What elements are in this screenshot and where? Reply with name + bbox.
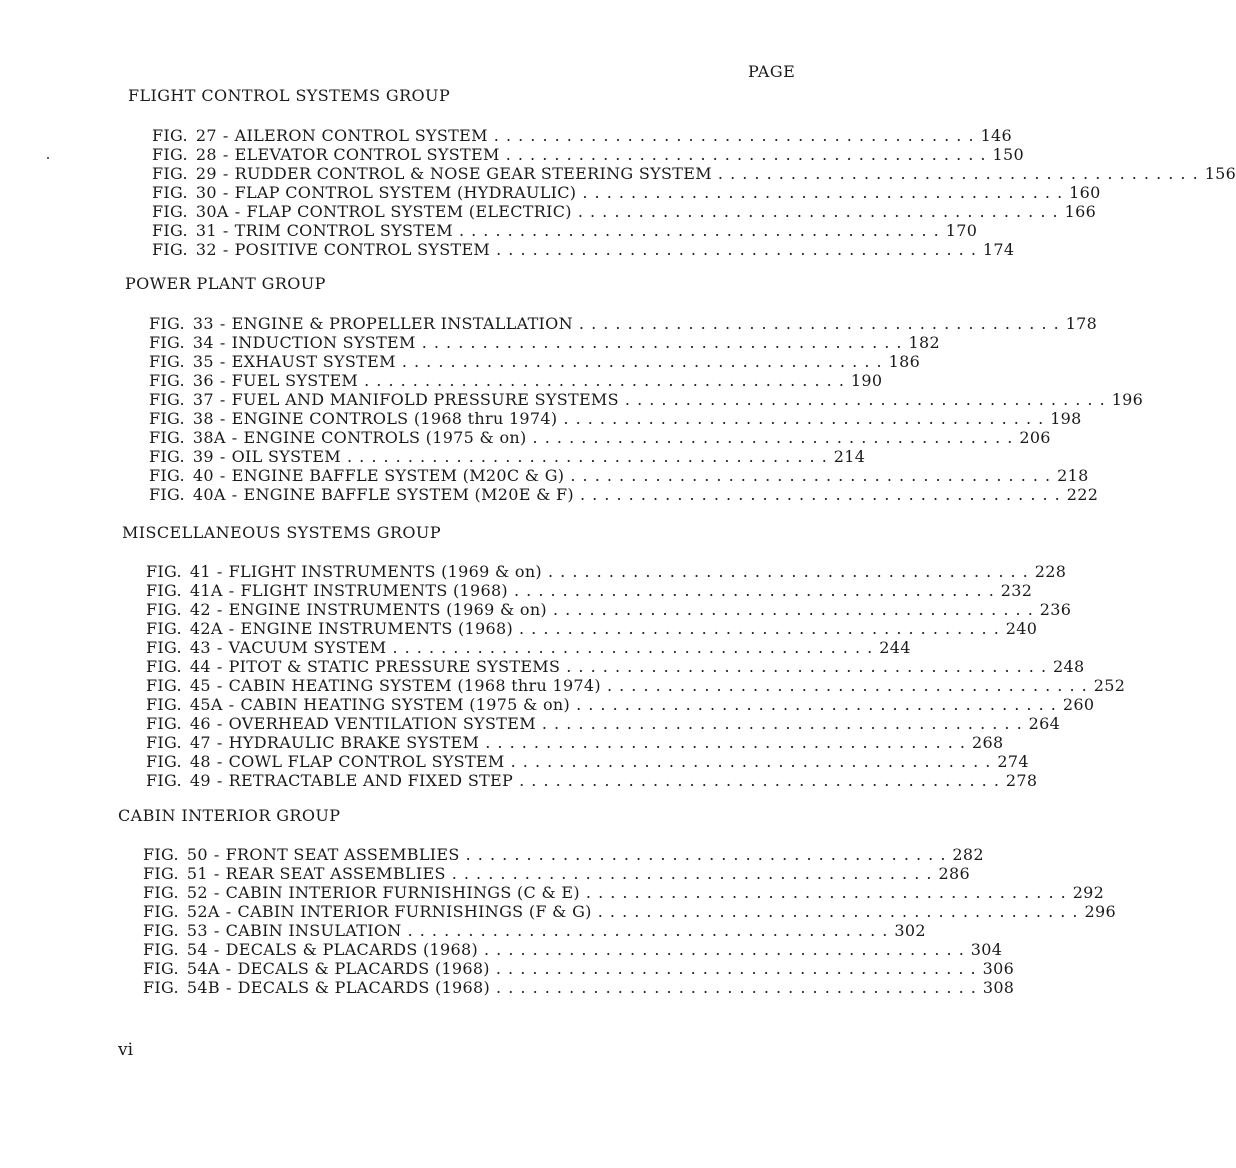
figure-prefix: FIG. [143, 921, 179, 940]
dot-leader: . . . . . . . . . . . . . . . . . . . . . . . . . . . . . . . . . . . . . . . . [364, 371, 845, 390]
entry-title: ENGINE CONTROLS (1975 & on) [243, 428, 527, 447]
dot-leader: . . . . . . . . . . . . . . . . . . . . . . . . . . . . . . . . . . . . . . . . [483, 940, 965, 959]
entry-separator: - [228, 695, 235, 714]
page-number: 206 [1019, 428, 1051, 447]
entry-title: RETRACTABLE AND FIXED STEP [228, 771, 514, 790]
entry-title: DECALS & PLACARDS (1968) [237, 978, 491, 997]
entry-separator: - [231, 428, 238, 447]
dot-leader: . . . . . . . . . . . . . . . . . . . . . . . . . . . . . . . . . . . . . . . . [541, 714, 1023, 733]
toc-entry [152, 202, 1097, 222]
toc-entry [146, 752, 1029, 772]
dot-leader: . . . . . . . . . . . . . . . . . . . . . . . . . . . . . . . . . . . . . . . . [346, 447, 828, 466]
entry-title: FUEL SYSTEM [231, 371, 359, 390]
dot-leader: . . . . . . . . . . . . . . . . . . . . . . . . . . . . . . . . . . . . . . . . [401, 352, 883, 371]
dot-leader: . . . . . . . . . . . . . . . . . . . . . . . . . . . . . . . . . . . . . . . . [518, 619, 1000, 638]
figure-prefix: FIG. [152, 221, 188, 240]
figure-prefix: FIG. [152, 126, 188, 145]
toc-entry [152, 240, 1015, 260]
entry-title: CABIN HEATING SYSTEM (1968 thru 1974) [228, 676, 601, 695]
entry-separator: - [216, 771, 223, 790]
figure-prefix: FIG. [146, 695, 182, 714]
dot-leader: . . . . . . . . . . . . . . . . . . . . . . . . . . . . . . . . . . . . . . . . [392, 638, 874, 657]
figure-prefix: FIG. [152, 183, 188, 202]
entry-separator: - [231, 485, 238, 504]
entry-separator: - [219, 390, 226, 409]
entry-separator: - [213, 883, 220, 902]
dot-leader: . . . . . . . . . . . . . . . . . . . . . . . . . . . . . . . . . . . . . . . . [513, 581, 995, 600]
figure-prefix: FIG. [146, 600, 182, 619]
figure-prefix: FIG. [149, 466, 185, 485]
entry-title: HYDRAULIC BRAKE SYSTEM [228, 733, 480, 752]
figure-prefix: FIG. [146, 733, 182, 752]
figure-number: 32 [195, 240, 217, 259]
entry-separator: - [216, 714, 223, 733]
page-number: 240 [1005, 619, 1038, 638]
toc-entry [143, 883, 1105, 903]
figure-prefix: FIG. [143, 864, 179, 883]
figure-prefix: FIG. [143, 978, 179, 997]
entry-title: FLAP CONTROL SYSTEM (ELECTRIC) [246, 202, 572, 221]
entry-title: ENGINE INSTRUMENTS (1968) [240, 619, 513, 638]
dot-leader: . . . . . . . . . . . . . . . . . . . . . . . . . . . . . . . . . . . . . . . . [485, 733, 967, 752]
dot-leader: . . . . . . . . . . . . . . . . . . . . . . . . . . . . . . . . . . . . . . . . [624, 390, 1106, 409]
figure-number: 34 [192, 333, 214, 352]
page-number: 214 [833, 447, 866, 466]
toc-entry [143, 864, 970, 884]
dot-leader: . . . . . . . . . . . . . . . . . . . . . . . . . . . . . . . . . . . . . . . . [465, 845, 947, 864]
figure-prefix: FIG. [143, 883, 179, 902]
entry-title: OIL SYSTEM [231, 447, 341, 466]
entry-title: AILERON CONTROL SYSTEM [234, 126, 488, 145]
figure-number: 29 [195, 164, 217, 183]
dot-leader: . . . . . . . . . . . . . . . . . . . . . . . . . . . . . . . . . . . . . . . . [496, 240, 977, 259]
entry-title: TRIM CONTROL SYSTEM [234, 221, 453, 240]
figure-prefix: FIG. [149, 390, 185, 409]
page-number: 150 [992, 145, 1024, 164]
figure-prefix: FIG. [146, 657, 182, 676]
entry-separator: - [216, 562, 223, 581]
figure-prefix: FIG. [152, 202, 188, 221]
figure-prefix: FIG. [149, 371, 185, 390]
entry-title: REAR SEAT ASSEMBLIES [225, 864, 446, 883]
figure-number: 28 [195, 145, 217, 164]
figure-number: 42 [189, 600, 211, 619]
figure-number: 48 [189, 752, 211, 771]
figure-prefix: FIG. [143, 940, 179, 959]
toc-entry [149, 409, 1082, 429]
page-number: 268 [972, 733, 1004, 752]
figure-number: 35 [192, 352, 214, 371]
figure-prefix: FIG. [143, 902, 179, 921]
entry-title: CABIN INSULATION [225, 921, 402, 940]
dot-leader: . . . . . . . . . . . . . . . . . . . . . . . . . . . . . . . . . . . . . . . . [576, 695, 1057, 714]
dot-leader: . . . . . . . . . . . . . . . . . . . . . . . . . . . . . . . . . . . . . . . . [579, 485, 1061, 504]
page-number: 174 [982, 240, 1015, 259]
dot-leader: . . . . . . . . . . . . . . . . . . . . . . . . . . . . . . . . . . . . . . . . [585, 883, 1067, 902]
entry-separator: - [222, 145, 229, 164]
figure-number: 45A [189, 695, 223, 714]
page-number: 146 [980, 126, 1013, 145]
entry-title: CABIN INTERIOR FURNISHINGS (C & E) [225, 883, 580, 902]
entry-separator: - [228, 619, 235, 638]
entry-separator: - [234, 202, 241, 221]
entry-separator: - [216, 638, 223, 657]
page-number: 228 [1034, 562, 1067, 581]
figure-number: 42A [189, 619, 223, 638]
toc-entry [146, 657, 1085, 677]
entry-title: INDUCTION SYSTEM [231, 333, 416, 352]
figure-prefix: FIG. [149, 314, 185, 333]
figure-prefix: FIG. [152, 164, 188, 183]
entry-title: FLIGHT INSTRUMENTS (1968) [240, 581, 508, 600]
group-title: CABIN INTERIOR GROUP [118, 806, 341, 825]
figure-number: 47 [189, 733, 211, 752]
page-number: 274 [997, 752, 1029, 771]
page-number: 304 [970, 940, 1003, 959]
dot-leader: . . . . . . . . . . . . . . . . . . . . . . . . . . . . . . . . . . . . . . . . [566, 657, 1048, 676]
group-title: MISCELLANEOUS SYSTEMS GROUP [122, 523, 441, 542]
entry-separator: - [219, 466, 226, 485]
page-number: 156 [1204, 164, 1236, 183]
page-number-footer: vi [118, 1040, 134, 1060]
toc-entry [143, 978, 1015, 998]
dot-leader: . . . . . . . . . . . . . . . . . . . . . . . . . . . . . . . . . . . . . . . . [578, 314, 1060, 333]
figure-prefix: FIG. [149, 485, 185, 504]
page-number: 252 [1093, 676, 1126, 695]
dot-leader: . . . . . . . . . . . . . . . . . . . . . . . . . . . . . . . . . . . . . . . . [570, 466, 1052, 485]
figure-number: 40 [192, 466, 214, 485]
figure-number: 54B [186, 978, 220, 997]
entry-title: ENGINE BAFFLE SYSTEM (M20C & G) [231, 466, 565, 485]
figure-number: 36 [192, 371, 214, 390]
dot-leader: . . . . . . . . . . . . . . . . . . . . . . . . . . . . . . . . . . . . . . . . [717, 164, 1199, 183]
toc-entry [146, 771, 1038, 791]
page-number: 296 [1084, 902, 1116, 921]
toc-entry [146, 619, 1038, 639]
figure-prefix: FIG. [146, 638, 182, 657]
figure-number: 46 [189, 714, 211, 733]
entry-title: COWL FLAP CONTROL SYSTEM [228, 752, 505, 771]
scan-speck [47, 157, 49, 159]
figure-number: 41A [189, 581, 223, 600]
figure-prefix: FIG. [149, 333, 185, 352]
page-number: 244 [879, 638, 911, 657]
toc-entry [152, 145, 1024, 165]
entry-separator: - [222, 221, 229, 240]
entry-title: EXHAUST SYSTEM [231, 352, 396, 371]
dot-leader: . . . . . . . . . . . . . . . . . . . . . . . . . . . . . . . . . . . . . . . . [496, 978, 977, 997]
entry-separator: - [219, 371, 226, 390]
dot-leader: . . . . . . . . . . . . . . . . . . . . . . . . . . . . . . . . . . . . . . . . [532, 428, 1014, 447]
page-number: 236 [1039, 600, 1072, 619]
figure-prefix: FIG. [152, 145, 188, 164]
entry-title: DECALS & PLACARDS (1968) [225, 940, 478, 959]
toc-entry [146, 714, 1061, 734]
toc-entry [143, 902, 1116, 922]
dot-leader: . . . . . . . . . . . . . . . . . . . . . . . . . . . . . . . . . . . . . . . . [505, 145, 987, 164]
dot-leader: . . . . . . . . . . . . . . . . . . . . . . . . . . . . . . . . . . . . . . . . [547, 562, 1029, 581]
entry-title: RUDDER CONTROL & NOSE GEAR STEERING SYSTEM [234, 164, 712, 183]
toc-entry [146, 638, 911, 658]
page-number: 292 [1072, 883, 1105, 902]
entry-title: ENGINE BAFFLE SYSTEM (M20E & F) [243, 485, 574, 504]
page-number: 182 [908, 333, 940, 352]
entry-separator: - [228, 581, 235, 600]
entry-title: DECALS & PLACARDS (1968) [237, 959, 490, 978]
figure-number: 45 [189, 676, 211, 695]
dot-leader: . . . . . . . . . . . . . . . . . . . . . . . . . . . . . . . . . . . . . . . . [495, 959, 977, 978]
figure-number: 27 [195, 126, 217, 145]
page-number: 190 [850, 371, 883, 390]
page-number: 166 [1064, 202, 1097, 221]
dot-leader: . . . . . . . . . . . . . . . . . . . . . . . . . . . . . . . . . . . . . . . . [510, 752, 992, 771]
entry-title: OVERHEAD VENTILATION SYSTEM [228, 714, 536, 733]
entry-separator: - [225, 959, 232, 978]
toc-entry [152, 221, 978, 241]
entry-separator: - [219, 352, 226, 371]
entry-separator: - [222, 240, 229, 259]
entry-separator: - [225, 978, 232, 997]
dot-leader: . . . . . . . . . . . . . . . . . . . . . . . . . . . . . . . . . . . . . . . . [597, 902, 1079, 921]
dot-leader: . . . . . . . . . . . . . . . . . . . . . . . . . . . . . . . . . . . . . . . . [451, 864, 933, 883]
figure-prefix: FIG. [149, 447, 185, 466]
page-number: 260 [1062, 695, 1095, 714]
entry-separator: - [216, 600, 223, 619]
toc-entry [152, 164, 1236, 184]
figure-prefix: FIG. [143, 959, 179, 978]
figure-prefix: FIG. [149, 428, 185, 447]
toc-entry [143, 845, 984, 865]
entry-separator: - [222, 126, 229, 145]
toc-entry [149, 466, 1089, 486]
toc-entry [149, 390, 1144, 410]
entry-title: FLIGHT INSTRUMENTS (1969 & on) [228, 562, 542, 581]
entry-title: ELEVATOR CONTROL SYSTEM [234, 145, 500, 164]
toc-entry [146, 695, 1095, 715]
page-column-heading: PAGE [748, 62, 796, 81]
figure-prefix: FIG. [149, 352, 185, 371]
page-number: 186 [888, 352, 921, 371]
figure-number: 49 [189, 771, 211, 790]
toc-entry [146, 733, 1004, 753]
figure-prefix: FIG. [146, 676, 182, 695]
dot-leader: . . . . . . . . . . . . . . . . . . . . . . . . . . . . . . . . . . . . . . . . [421, 333, 903, 352]
entry-separator: - [216, 676, 223, 695]
page-number: 308 [982, 978, 1015, 997]
figure-number: 53 [186, 921, 208, 940]
figure-number: 44 [189, 657, 211, 676]
figure-prefix: FIG. [152, 240, 188, 259]
toc-entry [143, 921, 926, 941]
entry-title: PITOT & STATIC PRESSURE SYSTEMS [228, 657, 561, 676]
page-number: 196 [1111, 390, 1144, 409]
toc-entry [152, 126, 1013, 146]
toc-entry [152, 183, 1101, 203]
figure-number: 50 [186, 845, 208, 864]
entry-separator: - [213, 940, 220, 959]
entry-separator: - [219, 409, 226, 428]
page-number: 306 [982, 959, 1015, 978]
figure-number: 40A [192, 485, 226, 504]
toc-entry [143, 959, 1015, 979]
figure-number: 33 [192, 314, 214, 333]
figure-number: 31 [195, 221, 217, 240]
page-number: 264 [1028, 714, 1061, 733]
figure-prefix: FIG. [149, 409, 185, 428]
toc-entry [149, 428, 1051, 448]
entry-title: FLAP CONTROL SYSTEM (HYDRAULIC) [234, 183, 577, 202]
entry-separator: - [216, 733, 223, 752]
figure-number: 54A [186, 959, 220, 978]
toc-entry [149, 352, 921, 372]
figure-number: 41 [189, 562, 211, 581]
toc-entry [149, 314, 1098, 334]
entry-title: ENGINE CONTROLS (1968 thru 1974) [231, 409, 558, 428]
entry-title: VACUUM SYSTEM [228, 638, 387, 657]
dot-leader: . . . . . . . . . . . . . . . . . . . . . . . . . . . . . . . . . . . . . . . . [493, 126, 975, 145]
entry-separator: - [213, 921, 220, 940]
page-number: 286 [938, 864, 970, 883]
group-title: FLIGHT CONTROL SYSTEMS GROUP [128, 86, 451, 105]
dot-leader: . . . . . . . . . . . . . . . . . . . . . . . . . . . . . . . . . . . . . . . . [582, 183, 1064, 202]
figure-number: 39 [192, 447, 214, 466]
entry-title: ENGINE & PROPELLER INSTALLATION [231, 314, 573, 333]
figure-number: 52A [186, 902, 220, 921]
entry-title: CABIN HEATING SYSTEM (1975 & on) [240, 695, 571, 714]
entry-separator: - [219, 333, 226, 352]
page-number: 222 [1066, 485, 1099, 504]
figure-number: 54 [186, 940, 208, 959]
toc-entry [149, 333, 940, 353]
entry-title: FRONT SEAT ASSEMBLIES [225, 845, 460, 864]
entry-title: CABIN INTERIOR FURNISHINGS (F & G) [237, 902, 592, 921]
figure-prefix: FIG. [146, 714, 182, 733]
entry-separator: - [216, 752, 223, 771]
figure-prefix: FIG. [146, 752, 182, 771]
group-title: POWER PLANT GROUP [125, 274, 326, 293]
figure-number: 37 [192, 390, 214, 409]
page-number: 282 [952, 845, 984, 864]
figure-prefix: FIG. [146, 771, 182, 790]
toc-entry [149, 371, 883, 391]
figure-number: 30 [195, 183, 217, 202]
figure-number: 38 [192, 409, 214, 428]
page-number: 198 [1050, 409, 1082, 428]
dot-leader: . . . . . . . . . . . . . . . . . . . . . . . . . . . . . . . . . . . . . . . . [563, 409, 1045, 428]
entry-separator: - [216, 657, 223, 676]
toc-entry [146, 600, 1072, 620]
dot-leader: . . . . . . . . . . . . . . . . . . . . . . . . . . . . . . . . . . . . . . . . [552, 600, 1034, 619]
figure-prefix: FIG. [146, 581, 182, 600]
figure-number: 38A [192, 428, 226, 447]
entry-title: FUEL AND MANIFOLD PRESSURE SYSTEMS [231, 390, 619, 409]
dot-leader: . . . . . . . . . . . . . . . . . . . . . . . . . . . . . . . . . . . . . . . . [458, 221, 940, 240]
dot-leader: . . . . . . . . . . . . . . . . . . . . . . . . . . . . . . . . . . . . . . . . [606, 676, 1088, 695]
page-number: 160 [1069, 183, 1101, 202]
toc-entry [143, 940, 1003, 960]
page-number: 232 [1000, 581, 1033, 600]
page-number: 248 [1053, 657, 1085, 676]
entry-separator: - [222, 183, 229, 202]
toc-entry [146, 676, 1126, 696]
entry-separator: - [219, 447, 226, 466]
page-number: 170 [945, 221, 978, 240]
toc-entry [149, 485, 1099, 505]
dot-leader: . . . . . . . . . . . . . . . . . . . . . . . . . . . . . . . . . . . . . . . . [519, 771, 1000, 790]
figure-number: 30A [195, 202, 229, 221]
figure-number: 52 [186, 883, 208, 902]
figure-prefix: FIG. [146, 562, 182, 581]
figure-number: 51 [186, 864, 208, 883]
page-number: 178 [1065, 314, 1098, 333]
entry-separator: - [213, 864, 220, 883]
dot-leader: . . . . . . . . . . . . . . . . . . . . . . . . . . . . . . . . . . . . . . . . [577, 202, 1059, 221]
page-number: 278 [1005, 771, 1038, 790]
entry-title: ENGINE INSTRUMENTS (1969 & on) [228, 600, 547, 619]
figure-number: 43 [189, 638, 211, 657]
entry-separator: - [225, 902, 232, 921]
entry-title: POSITIVE CONTROL SYSTEM [234, 240, 491, 259]
entry-separator: - [222, 164, 229, 183]
toc-entry [146, 562, 1067, 582]
figure-prefix: FIG. [146, 619, 182, 638]
dot-leader: . . . . . . . . . . . . . . . . . . . . . . . . . . . . . . . . . . . . . . . . [407, 921, 889, 940]
entry-separator: - [213, 845, 220, 864]
page-number: 218 [1057, 466, 1089, 485]
figure-prefix: FIG. [143, 845, 179, 864]
entry-separator: - [219, 314, 226, 333]
toc-entry [146, 581, 1033, 601]
page-number: 302 [894, 921, 926, 940]
toc-entry [149, 447, 866, 467]
